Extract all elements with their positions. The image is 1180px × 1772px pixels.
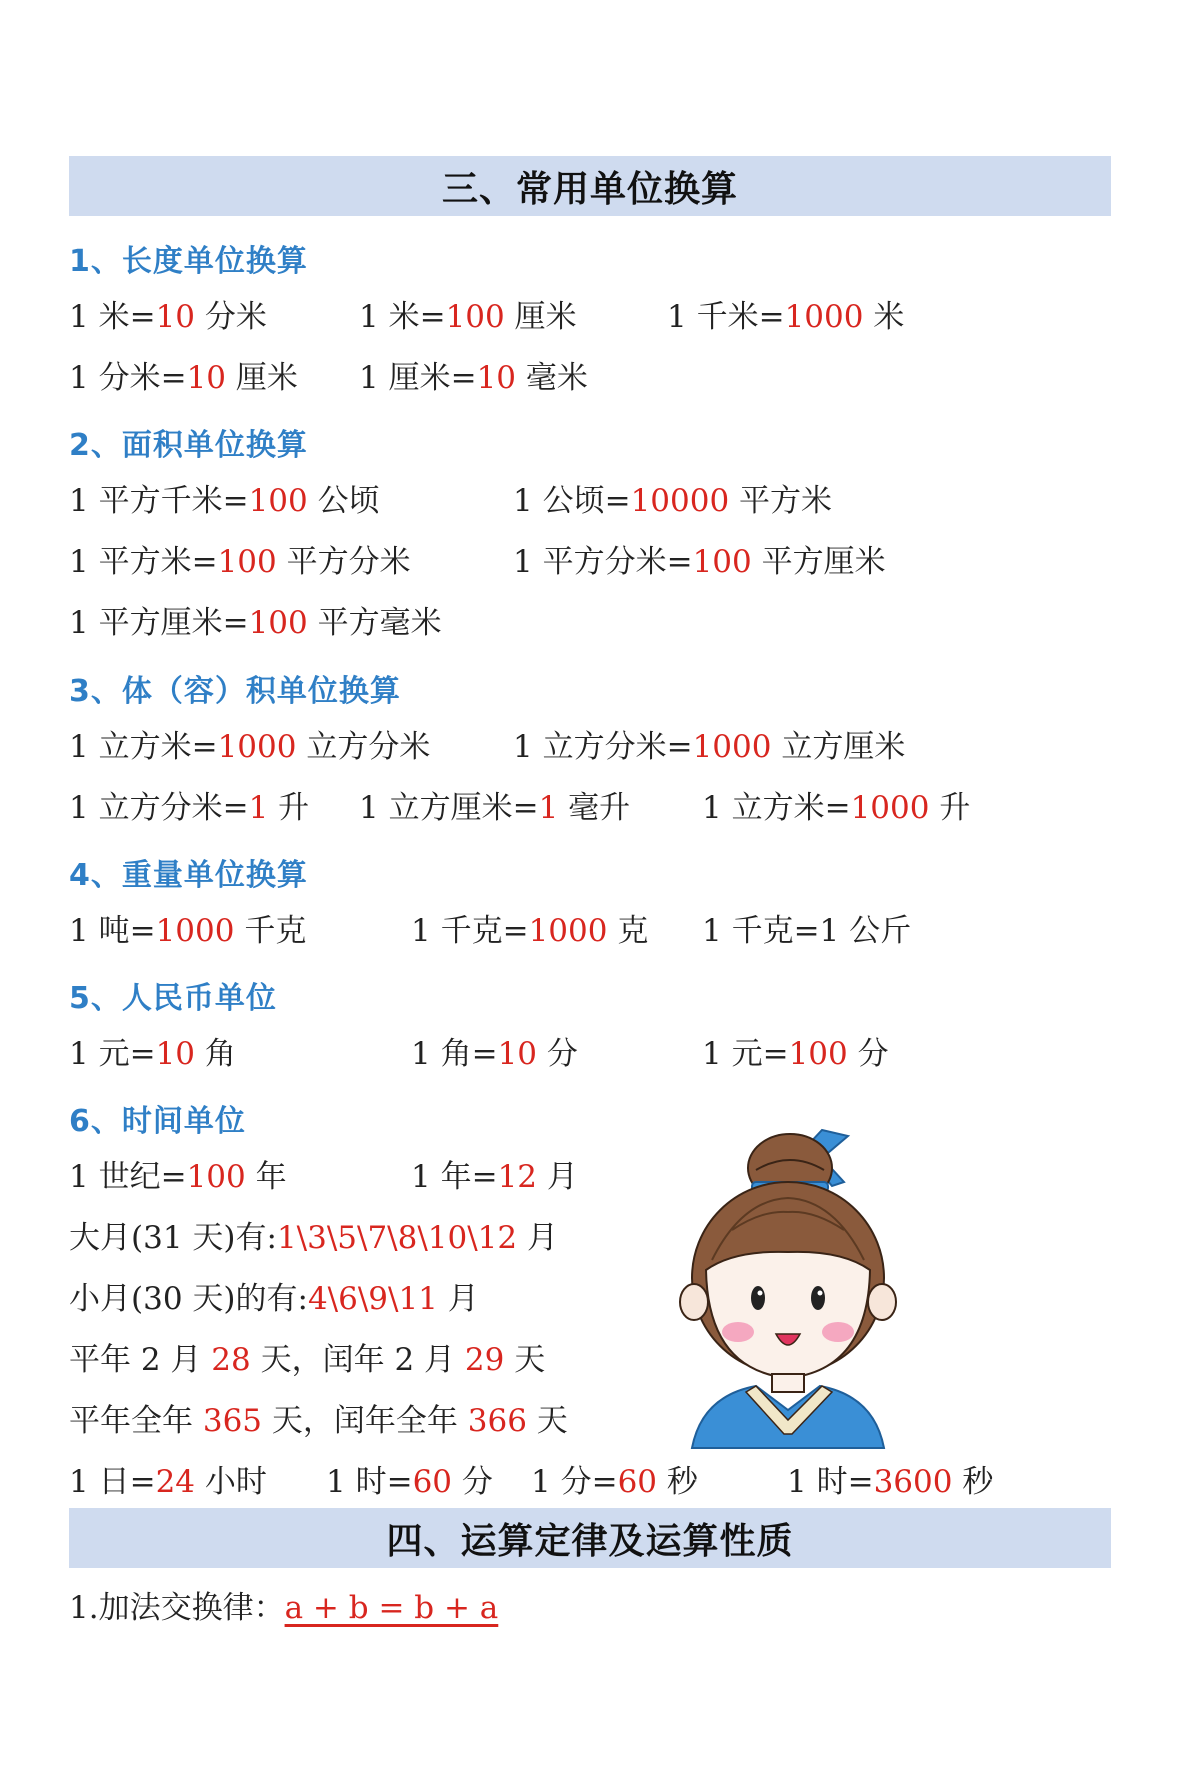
volume-item-2: 1 立方分米=1000 立方厘米 (513, 729, 906, 765)
time-item-year: 1 年=12 月 (411, 1159, 578, 1195)
weight-item-3: 1 千克=1 公斤 (702, 913, 912, 949)
volume-item-3: 1 立方分米=1 升 (69, 790, 310, 826)
weight-item-2: 1 千克=1000 克 (411, 913, 649, 949)
length-item-4: 1 分米=10 厘米 (69, 360, 298, 396)
length-item-1: 1 米=10 分米 (69, 299, 267, 335)
area-item-1: 1 平方千米=100 公顷 (69, 483, 380, 519)
weight-item-1: 1 吨=1000 千克 (69, 913, 307, 949)
money-item-3: 1 元=100 分 (702, 1036, 889, 1072)
money-item-2: 1 角=10 分 (411, 1036, 578, 1072)
volume-item-1: 1 立方米=1000 立方分米 (69, 729, 431, 765)
time-item-big-months: 大月(31 天)有:1\3\5\7\8\10\12 月 (69, 1220, 558, 1256)
area-item-5: 1 平方厘米=100 平方毫米 (69, 605, 442, 641)
volume-item-5: 1 立方米=1000 升 (702, 790, 971, 826)
area-item-3: 1 平方米=100 平方分米 (69, 544, 411, 580)
time-item-hour: 1 时=60 分 (326, 1464, 493, 1500)
cartoon-girl-illustration (672, 1120, 912, 1450)
money-item-1: 1 元=10 角 (69, 1036, 236, 1072)
time-item-minute: 1 分=60 秒 (531, 1464, 698, 1500)
area-item-4: 1 平方分米=100 平方厘米 (513, 544, 886, 580)
volume-item-4: 1 立方厘米=1 毫升 (359, 790, 631, 826)
time-heading: 6、时间单位 (69, 1104, 246, 1139)
length-item-2: 1 米=100 厘米 (359, 299, 577, 335)
weight-heading: 4、重量单位换算 (69, 858, 308, 893)
addition-commutative-formula: a + b = b + a (284, 1590, 499, 1626)
area-heading: 2、面积单位换算 (69, 428, 308, 463)
volume-heading: 3、体（容）积单位换算 (69, 674, 401, 709)
time-item-small-months: 小月(30 天)的有:4\6\9\11 月 (69, 1281, 479, 1317)
time-item-century: 1 世纪=100 年 (69, 1159, 287, 1195)
time-item-year-days: 平年全年 365 天，闰年全年 366 天 (69, 1403, 568, 1439)
section-3-title: 三、常用单位换算 (69, 156, 1111, 216)
time-item-hour-seconds: 1 时=3600 秒 (787, 1464, 994, 1500)
time-item-february: 平年 2 月 28 天，闰年 2 月 29 天 (69, 1342, 546, 1378)
area-item-2: 1 公顷=10000 平方米 (513, 483, 833, 519)
length-item-5: 1 厘米=10 毫米 (359, 360, 588, 396)
length-item-3: 1 千米=1000 米 (667, 299, 905, 335)
time-item-day: 1 日=24 小时 (69, 1464, 267, 1500)
length-heading: 1、长度单位换算 (69, 244, 308, 279)
section-4-title: 四、运算定律及运算性质 (69, 1508, 1111, 1568)
addition-commutative-law: 1.加法交换律：a + b = b + a (69, 1590, 499, 1626)
money-heading: 5、人民币单位 (69, 981, 277, 1016)
